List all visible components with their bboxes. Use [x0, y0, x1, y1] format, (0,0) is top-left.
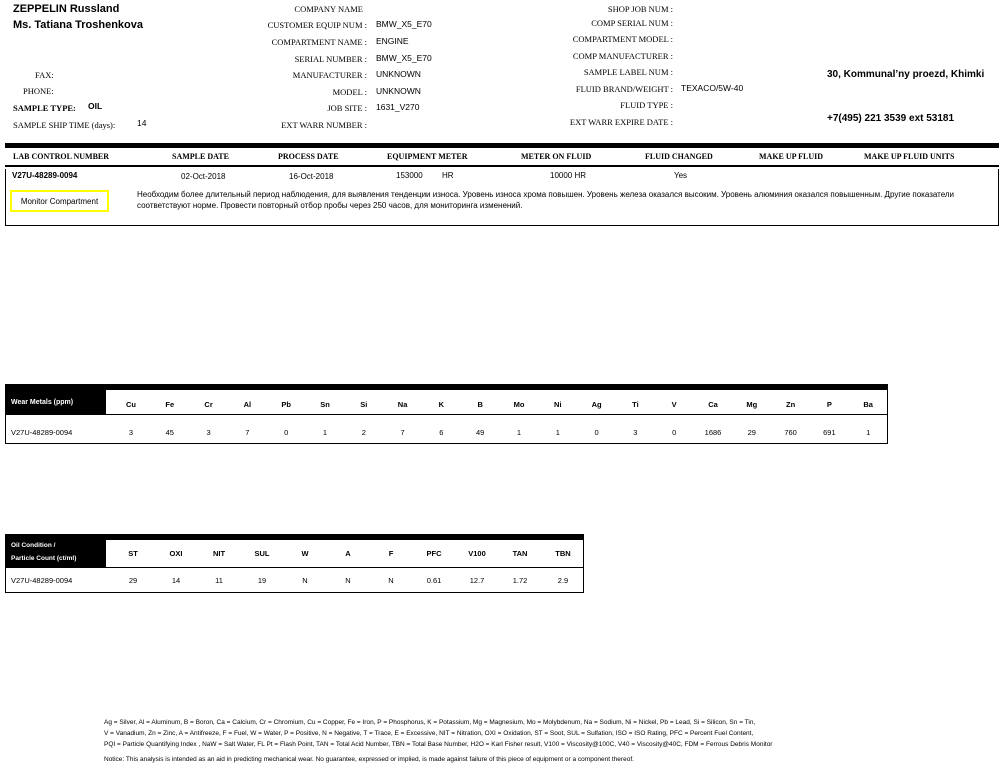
wear-metal-col-ti: Ti: [632, 400, 639, 409]
wear-metal-col-mg: Mg: [746, 400, 758, 409]
notice: Notice: This analysis is intended as an aid in predicting mechanical wear. No guarantee, expressed or implied, is made against failure of this piece of equipment or a component thereof.: [104, 756, 634, 763]
wear-metal-col-mo: Mo: [513, 400, 525, 409]
wear-metal-col-pb: Pb: [281, 400, 291, 409]
manufacturer-value: UNKNOWN: [376, 69, 421, 79]
oil-condition-title-line1: Oil Condition /: [11, 542, 56, 549]
equipment-meter-value: 153000: [396, 171, 423, 180]
process-date: 16-Oct-2018: [289, 172, 334, 181]
wear-metal-value-zn: 760: [784, 428, 797, 437]
wear-metal-col-k: K: [438, 400, 445, 409]
equipment-meter-unit: HR: [442, 171, 454, 180]
model-value: UNKNOWN: [376, 86, 421, 96]
oil-condition-value-oxi: 14: [171, 576, 181, 585]
oil-condition-value-st: 29: [128, 576, 138, 585]
meter-on-fluid-value: 10000 HR: [550, 171, 587, 180]
oil-condition-col-nit: NIT: [212, 549, 226, 558]
wear-metals-title: Wear Metals (ppm): [6, 390, 106, 415]
oil-condition-value-tan: 1.72: [512, 576, 528, 585]
oil-condition-table: [5, 534, 584, 593]
ext-warr-number-label: EXT WARR NUMBER :: [281, 120, 367, 130]
wear-metal-value-p: 691: [823, 428, 836, 437]
wear-metal-col-ni: Ni: [554, 400, 562, 409]
oil-condition-value-f: N: [388, 576, 394, 585]
oil-condition-value-v100: 12.7: [469, 576, 485, 585]
sample-lab-control: V27U-48289-0094: [12, 171, 78, 180]
oil-condition-value-w: N: [302, 576, 308, 585]
dealer-phone: +7(495) 221 3539 ext 53181: [827, 113, 955, 124]
sample-comment: Необходим более длительный период наблюдения, для выявления тенденции износа. Уровень износа хрома повышен. Уровень железа оказался высоким. Уровень алюминия оказался повышенным. Другие показатели соответствуют норме. Провести повторный отбор пробы через 250 часов, для мониторинга изменений.: [137, 190, 955, 210]
oil-condition-value-tbn: 2.9: [557, 576, 569, 585]
wear-metal-value-b: 49: [476, 428, 485, 437]
oil-condition-col-sul: SUL: [254, 549, 270, 558]
oil-condition-value-nit: 11: [215, 576, 223, 585]
col-lab-control: LAB CONTROL NUMBER: [13, 152, 110, 161]
oil-condition-col-a: A: [345, 549, 351, 558]
wear-metal-col-na: Na: [397, 400, 408, 409]
wear-metal-value-v: 0: [672, 428, 677, 437]
oil-condition-value-sul: 19: [257, 576, 267, 585]
wear-metal-col-v: V: [671, 400, 677, 409]
col-equipment-meter: EQUIPMENT METER: [387, 152, 468, 161]
wear-metal-col-cu: Cu: [126, 400, 136, 409]
wear-metal-value-cu: 3: [128, 428, 134, 437]
wear-metal-col-ba: Ba: [863, 400, 873, 409]
ship-time-value: 14: [137, 118, 147, 128]
comp-serial-label: COMP SERIAL NUM :: [591, 18, 673, 28]
company-name: ZEPPELIN Russland: [13, 3, 120, 15]
job-site-value: 1631_V270: [376, 102, 420, 112]
col-process-date: PROCESS DATE: [278, 152, 339, 161]
wear-metal-value-ti: 3: [633, 428, 638, 437]
oil-condition-col-tbn: TBN: [555, 549, 571, 558]
fluid-changed-value: Yes: [674, 171, 688, 180]
wear-metal-value-na: 7: [400, 428, 405, 437]
wear-metal-value-mo: 1: [516, 428, 522, 437]
customer-equip-value: BMW_X5_E70: [376, 19, 432, 29]
col-make-up-units: MAKE UP FLUID UNITS: [864, 152, 955, 161]
fluid-brand-value: TEXACO/5W-40: [681, 83, 744, 93]
wear-metal-value-cr: 3: [206, 428, 211, 437]
wear-metal-value-ni: 1: [555, 428, 560, 437]
oil-condition-header-line: [6, 567, 583, 568]
wear-metal-col-cr: Cr: [204, 400, 213, 409]
oil-condition-col-pfc: PFC: [426, 549, 442, 558]
oil-condition-row-label: V27U-48289-0094: [11, 576, 73, 585]
section-divider: [5, 143, 999, 148]
wear-metal-value-fe: 45: [165, 428, 174, 437]
col-fluid-changed: FLUID CHANGED: [645, 152, 713, 161]
oil-condition-title: [6, 535, 106, 567]
wear-metal-col-p: P: [826, 400, 832, 409]
wear-metal-value-k: 6: [439, 428, 444, 437]
col-meter-on-fluid: METER ON FLUID: [521, 152, 592, 161]
company-name-label: COMPANY NAME: [294, 4, 363, 14]
ship-time-label: SAMPLE SHIP TIME (days):: [13, 120, 116, 130]
wear-metal-col-al: Al: [243, 400, 252, 409]
wear-metal-value-ba: 1: [866, 428, 871, 437]
wear-metal-col-sn: Sn: [320, 400, 330, 409]
serial-number-label: SERIAL NUMBER :: [294, 54, 367, 64]
compartment-model-label: COMPARTMENT MODEL :: [572, 34, 673, 44]
wear-metal-value-ca: 1686: [704, 428, 722, 437]
col-sample-date: SAMPLE DATE: [172, 152, 229, 161]
job-site-label: JOB SITE :: [327, 103, 367, 113]
oil-condition-col-v100: V100: [468, 549, 486, 558]
wear-metal-value-al: 7: [245, 428, 250, 437]
wear-metal-col-ca: Ca: [708, 400, 718, 409]
oil-condition-title-line2: Particle Count (ct/ml): [11, 555, 77, 562]
sample-date: 02-Oct-2018: [181, 172, 226, 181]
oil-condition-col-st: ST: [128, 549, 138, 558]
manufacturer-label: MANUFACTURER :: [292, 70, 367, 80]
legend-line-1: Ag = Silver, Al = Aluminum, B = Boron, Ca = Calcium, Cr = Chromium, Cu = Copper, Fe = Iron, P = Phosphorus, K = Potassium, Mg = Magnesium, Mo = Molybdenum, Na = Sodium, Ni = Nickel, Pb = Lead, Si = Silicon, Sn = Tin,: [104, 719, 756, 726]
col-make-up-fluid: MAKE UP FLUID: [759, 152, 823, 161]
wear-metal-value-si: 2: [361, 428, 366, 437]
wear-metals-row-label: V27U-48289-0094: [11, 428, 73, 437]
shop-job-label: SHOP JOB NUM :: [607, 4, 673, 14]
wear-metal-value-mg: 29: [747, 428, 756, 437]
sample-type-label: SAMPLE TYPE:: [13, 103, 76, 113]
wear-metal-col-b: B: [477, 400, 483, 409]
serial-number-value: BMW_X5_E70: [376, 53, 432, 63]
fluid-brand-label: FLUID BRAND/WEIGHT :: [575, 84, 673, 94]
phone-label: PHONE:: [23, 86, 54, 96]
wear-metals-table: [5, 384, 888, 444]
compartment-name-value: ENGINE: [376, 36, 409, 46]
comp-manufacturer-label: COMP MANUFACTURER :: [572, 51, 673, 61]
oil-condition-value-pfc: 0.61: [426, 576, 442, 585]
sample-type-value: OIL: [88, 101, 103, 111]
oil-condition-col-f: F: [388, 549, 394, 558]
dealer-address: 30, Kommunal’ny proezd, Khimki: [827, 69, 985, 80]
ext-warr-expire-label: EXT WARR EXPIRE DATE :: [569, 117, 673, 127]
legend-line-3: PQI = Particle Quantifying Index , NaW = Salt Water, FL Pt = Flash Point, TAN = Total Acid Number, TBN = Total Base Number, H2O = Karl Fisher result, V100 = Viscosity@100C, V40 = Viscosity@40C, FDM = Ferrous Debris Monitor: [104, 741, 773, 748]
fax-label: FAX:: [35, 70, 54, 80]
customer-equip-label: CUSTOMER EQUIP NUM :: [267, 20, 367, 30]
legend-line-2: V = Vanadium, Zn = Zinc, A = Antifreeze, F = Fuel, W = Water, P = Positive, N = Negative, T = Trace, E = Excessive, NIT = Nitration, OXI = Oxidation, ST = Soot, SUL = Sulfation, ISO = ISO Rating, PFC = Percent Fuel Content,: [104, 730, 754, 737]
oil-condition-value-a: N: [345, 576, 351, 585]
oil-condition-col-w: W: [301, 549, 309, 558]
wear-metal-value-ag: 0: [594, 428, 599, 437]
monitor-compartment-status[interactable]: Monitor Compartment: [10, 190, 109, 212]
wear-metal-col-si: Si: [360, 400, 368, 409]
sample-label-num-label: SAMPLE LABEL NUM :: [583, 67, 673, 77]
oil-condition-col-oxi: OXI: [169, 549, 183, 558]
wear-metal-col-zn: Zn: [786, 400, 796, 409]
compartment-name-label: COMPARTMENT NAME :: [271, 37, 367, 47]
wear-metal-value-pb: 0: [284, 428, 289, 437]
header-underline: [5, 165, 999, 167]
model-label: MODEL :: [332, 87, 367, 97]
wear-metal-value-sn: 1: [322, 428, 328, 437]
fluid-type-label: FLUID TYPE :: [620, 100, 673, 110]
oil-condition-col-tan: TAN: [512, 549, 528, 558]
wear-metal-col-fe: Fe: [165, 400, 175, 409]
contact-name: Ms. Tatiana Troshenkova: [13, 19, 144, 31]
wear-metal-col-ag: Ag: [591, 400, 602, 409]
